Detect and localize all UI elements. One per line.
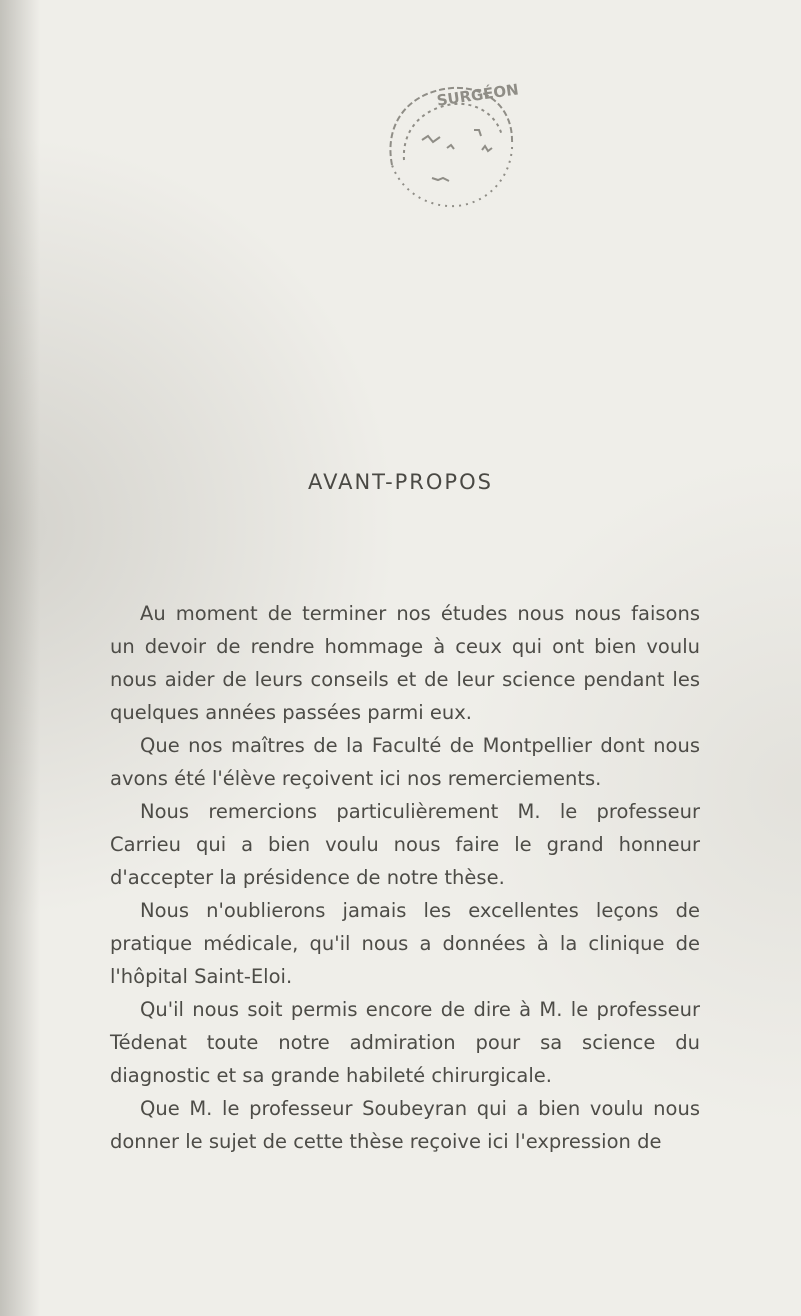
paragraph: Que nos maîtres de la Faculté de Montpellier dont nous avons été l'élève reçoivent ici nos remerciements.	[110, 734, 700, 790]
paragraph: Que M. le professeur Soubeyran qui a bien voulu nous donner le sujet de cette thèse reçoive ici l'expression de	[110, 1097, 700, 1153]
paragraph: Nous remercions particulièrement M. le professeur Carrieu qui a bien voulu nous faire le grand honneur d'accepter la présidence de notre thèse.	[110, 800, 700, 889]
paragraph: Qu'il nous soit permis encore de dire à M. le professeur Tédenat toute notre admiration pour sa science du diagnostic et sa grande habileté chirurgicale.	[110, 998, 700, 1087]
body-text	[110, 597, 700, 1158]
page-edge-shadow	[0, 0, 40, 1316]
paragraph: Au moment de terminer nos études nous nous faisons un devoir de rendre hommage à ceux qui ont bien voulu nous aider de leurs conseils et de leur science pendant les quelques années passées parmi eux.	[110, 602, 700, 724]
paragraph: Nous n'oublierons jamais les excellentes leçons de pratique médicale, qu'il nous a données à la clinique de l'hôpital Saint-Eloi.	[110, 899, 700, 988]
library-stamp-icon	[362, 70, 532, 220]
stamp-lettering: SURGÉON	[435, 80, 520, 110]
page-heading: AVANT-PROPOS	[308, 470, 493, 494]
